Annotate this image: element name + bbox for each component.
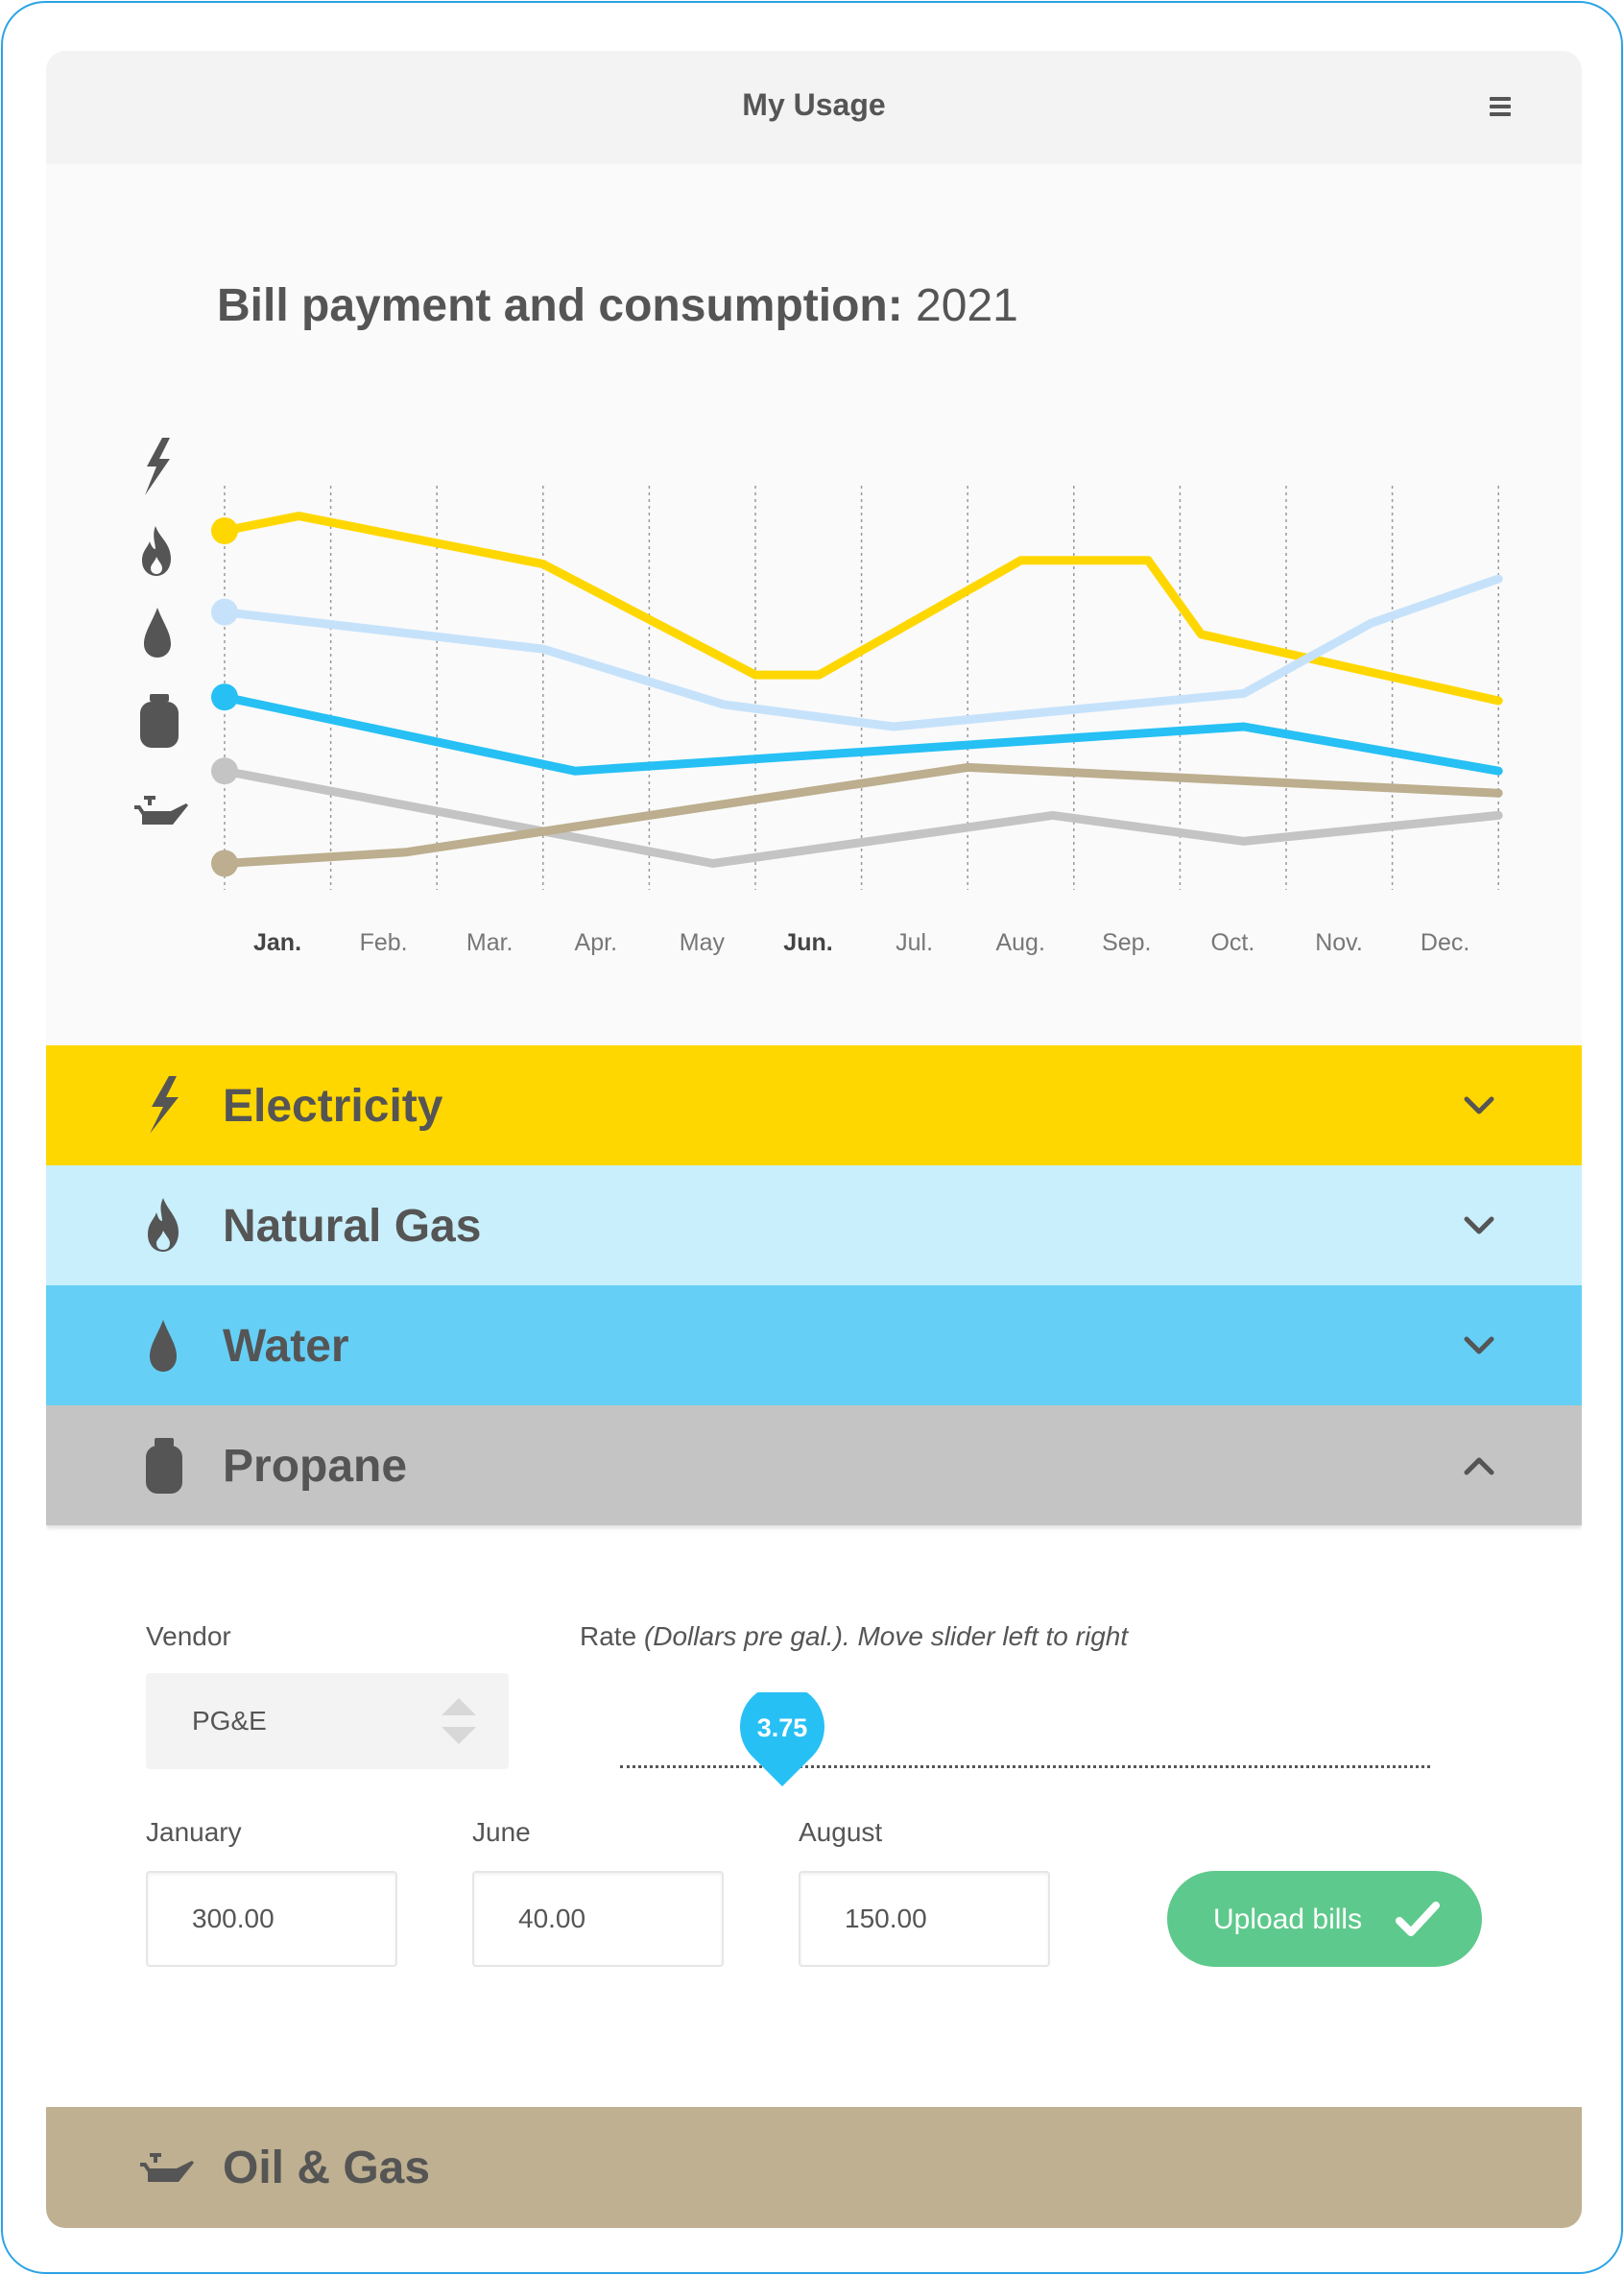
usage-card — [46, 51, 1582, 2228]
month-input-august[interactable] — [799, 1871, 1050, 1967]
accordion-water[interactable] — [46, 1285, 1582, 1405]
series-start-point — [211, 850, 238, 876]
propane-tank-icon — [140, 1434, 188, 1496]
chevron-up-icon[interactable] — [1463, 1449, 1495, 1482]
lightning-icon — [145, 438, 170, 495]
water-drop-icon — [144, 608, 171, 658]
series-start-point — [211, 517, 238, 544]
up-down-arrows-icon — [440, 1694, 478, 1748]
chart-grid — [225, 486, 1498, 890]
chart-row-icons — [134, 438, 188, 825]
month-label: Apr. — [574, 929, 618, 956]
month-label: Sep. — [1102, 929, 1152, 956]
month-label: May — [679, 929, 726, 956]
chevron-down-icon[interactable] — [1463, 1329, 1495, 1362]
oil-can-icon — [140, 2136, 194, 2197]
series-start-point — [211, 599, 238, 626]
top-bar — [46, 51, 1582, 164]
accordion-label: Oil & Gas — [223, 2143, 431, 2193]
flame-icon — [142, 526, 171, 576]
accordion-electricity[interactable] — [46, 1045, 1582, 1165]
month-label: Jan. — [252, 929, 302, 956]
upload-bills-button[interactable] — [1167, 1871, 1482, 1967]
month-label: Feb. — [359, 929, 408, 956]
checkmark-icon — [1396, 1900, 1440, 1938]
accordion-oil-gas[interactable] — [46, 2107, 1582, 2228]
device-frame — [1, 1, 1623, 2274]
month-label-august: August — [799, 1817, 883, 1847]
rate-label: Rate (Dollars pre gal.). Move slider left to right — [580, 1621, 1129, 1651]
month-label: Oct. — [1210, 929, 1255, 956]
chart-month-labels — [253, 929, 1469, 956]
hamburger-menu-icon[interactable] — [1490, 97, 1511, 118]
chart-section — [46, 164, 1582, 1093]
propane-panel — [46, 1525, 1582, 2107]
month-label-january: January — [146, 1817, 242, 1847]
month-label: Dec. — [1420, 929, 1470, 956]
vendor-value: PG&E — [192, 1706, 267, 1736]
chart-series — [211, 516, 1498, 877]
month-label: Jun. — [783, 929, 833, 956]
series-start-point — [211, 757, 238, 784]
chevron-down-icon[interactable] — [1463, 1209, 1495, 1242]
chevron-down-icon[interactable] — [1463, 1090, 1495, 1122]
vendor-label: Vendor — [146, 1621, 231, 1651]
series-start-point — [211, 683, 238, 710]
month-label-june: June — [472, 1817, 531, 1847]
accordion-natural-gas[interactable] — [46, 1165, 1582, 1285]
page-title: My Usage — [742, 87, 886, 122]
month-input-june[interactable] — [472, 1871, 724, 1967]
water-drop-icon — [140, 1314, 188, 1376]
accordion-label: Propane — [223, 1441, 408, 1492]
rate-slider[interactable] — [620, 1644, 1484, 1779]
month-input-january[interactable] — [146, 1871, 397, 1967]
propane-tank-icon — [140, 694, 179, 748]
oil-can-icon — [134, 796, 188, 825]
upload-bills-label: Upload bills — [1213, 1904, 1363, 1935]
accordion-label: Natural Gas — [223, 1201, 482, 1252]
slider-value: 3.75 — [756, 1713, 808, 1742]
month-label: Nov. — [1315, 929, 1363, 956]
accordion-label: Electricity — [223, 1081, 443, 1132]
month-label: Jul. — [896, 929, 934, 956]
flame-icon — [140, 1194, 188, 1256]
month-label: Mar. — [466, 929, 513, 956]
chart-title: Bill payment and consumption: 2021 — [217, 280, 1018, 331]
lightning-icon — [140, 1074, 188, 1136]
accordion-propane[interactable] — [46, 1405, 1582, 1525]
month-label: Aug. — [995, 929, 1045, 956]
vendor-select[interactable] — [146, 1673, 509, 1769]
slider-thumb[interactable] — [740, 1692, 824, 1788]
accordion-label: Water — [223, 1321, 349, 1372]
